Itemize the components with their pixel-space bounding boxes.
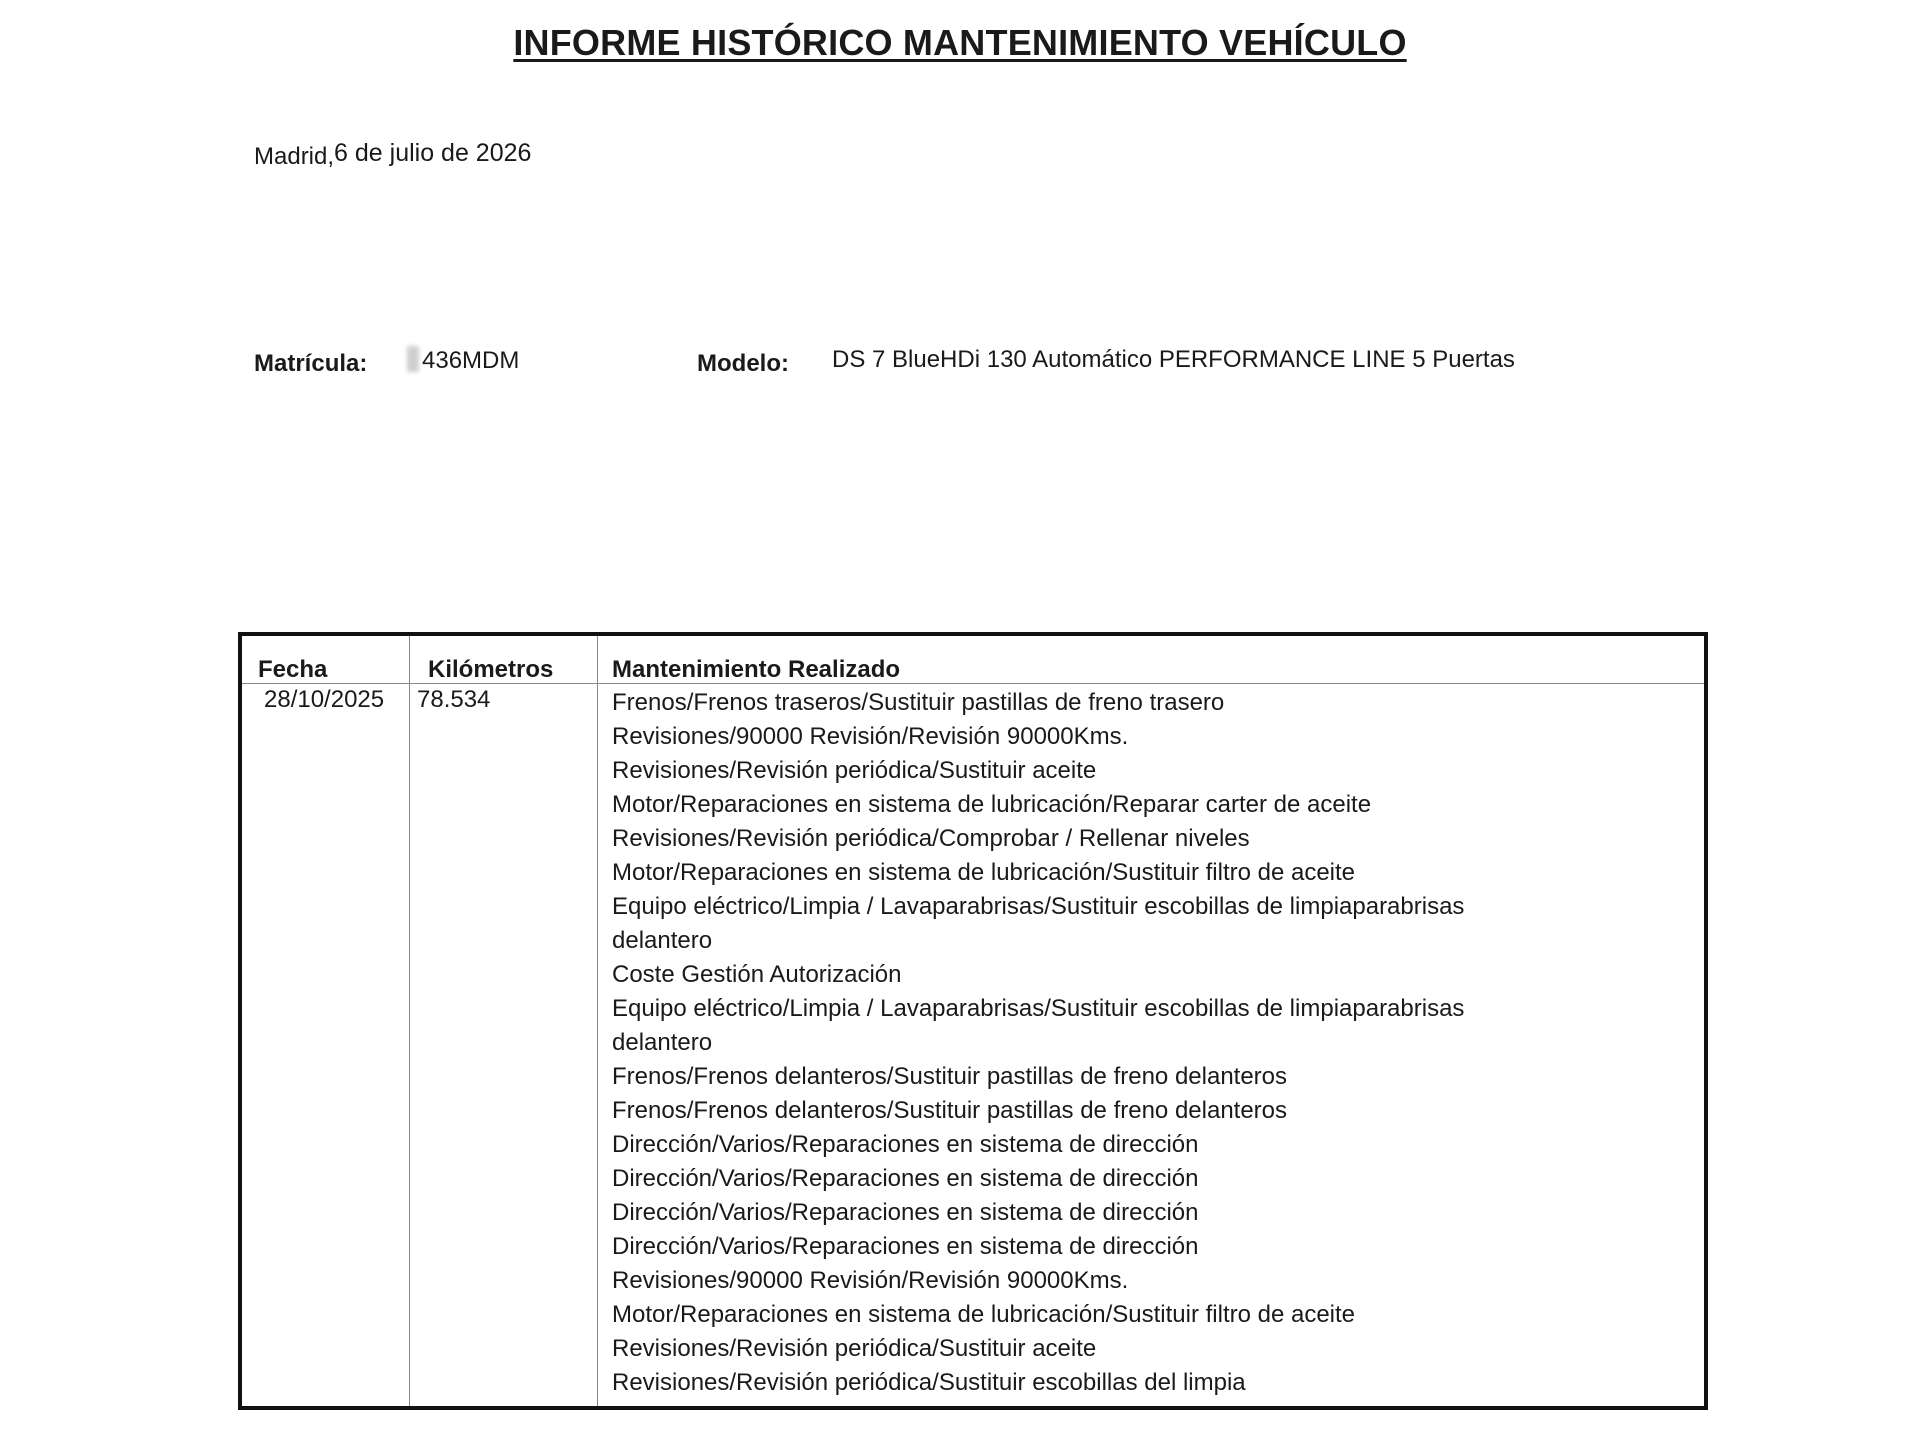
list-item: Revisiones/Revisión periódica/Sustituir aceite [612,1335,1097,1362]
list-item: Frenos/Frenos traseros/Sustituir pastillas de freno trasero [612,689,1225,716]
list-item: Dirección/Varios/Reparaciones en sistema de dirección [612,1199,1199,1226]
redacted-plate-prefix [407,346,419,372]
list-item: Revisiones/Revisión periódica/Comprobar / Rellenar niveles [612,825,1250,852]
list-item: Motor/Reparaciones en sistema de lubricación/Reparar carter de aceite [612,791,1372,818]
list-item: Revisiones/Revisión periódica/Sustituir aceite [612,757,1097,784]
model-value: DS 7 BlueHDi 130 Automático PERFORMANCE LINE 5 Puertas [832,346,1515,373]
row-kilometros: 78.534 [417,686,491,713]
list-item: delantero [612,1029,713,1056]
list-item: Dirección/Varios/Reparaciones en sistema de dirección [612,1233,1199,1260]
column-divider [597,636,598,1406]
list-item: Revisiones/90000 Revisión/Revisión 90000Kms. [612,723,1129,750]
header-fecha: Fecha [258,656,328,683]
plate-value-wrapper [407,346,519,375]
report-title: INFORME HISTÓRICO MANTENIMIENTO VEHÍCULO [513,22,1407,63]
plate-label: Matrícula: [254,350,368,377]
maintenance-table [238,632,1708,1410]
list-item: Frenos/Frenos delanteros/Sustituir pastillas de freno delanteros [612,1097,1288,1124]
list-item: Dirección/Varios/Reparaciones en sistema de dirección [612,1131,1199,1158]
list-item: Motor/Reparaciones en sistema de lubricación/Sustituir filtro de aceite [612,859,1356,886]
list-item: Equipo eléctrico/Limpia / Lavaparabrisas/Sustituir escobillas de limpiaparabrisas [612,893,1465,920]
model-label: Modelo: [697,350,789,377]
column-divider [409,636,410,1406]
place-date-line [254,139,532,171]
maintenance-items-list [612,686,1464,1400]
plate-value: 436MDM [422,347,520,374]
list-item: Equipo eléctrico/Limpia / Lavaparabrisas/Sustituir escobillas de limpiaparabrisas [612,995,1465,1022]
header-kilometros: Kilómetros [428,656,554,683]
list-item: delantero [612,927,713,954]
row-fecha: 28/10/2025 [264,686,385,713]
report-place: Madrid, [254,143,335,170]
list-item: Frenos/Frenos delanteros/Sustituir pastillas de freno delanteros [612,1063,1288,1090]
list-item: Revisiones/Revisión periódica/Sustituir escobillas del limpia [612,1369,1246,1396]
report-date: 6 de julio de 2026 [334,139,532,167]
list-item: Dirección/Varios/Reparaciones en sistema de dirección [612,1165,1199,1192]
list-item: Coste Gestión Autorización [612,961,902,988]
list-item: Revisiones/90000 Revisión/Revisión 90000Kms. [612,1267,1129,1294]
header-mantenimiento: Mantenimiento Realizado [612,656,901,683]
list-item: Motor/Reparaciones en sistema de lubricación/Sustituir filtro de aceite [612,1301,1356,1328]
